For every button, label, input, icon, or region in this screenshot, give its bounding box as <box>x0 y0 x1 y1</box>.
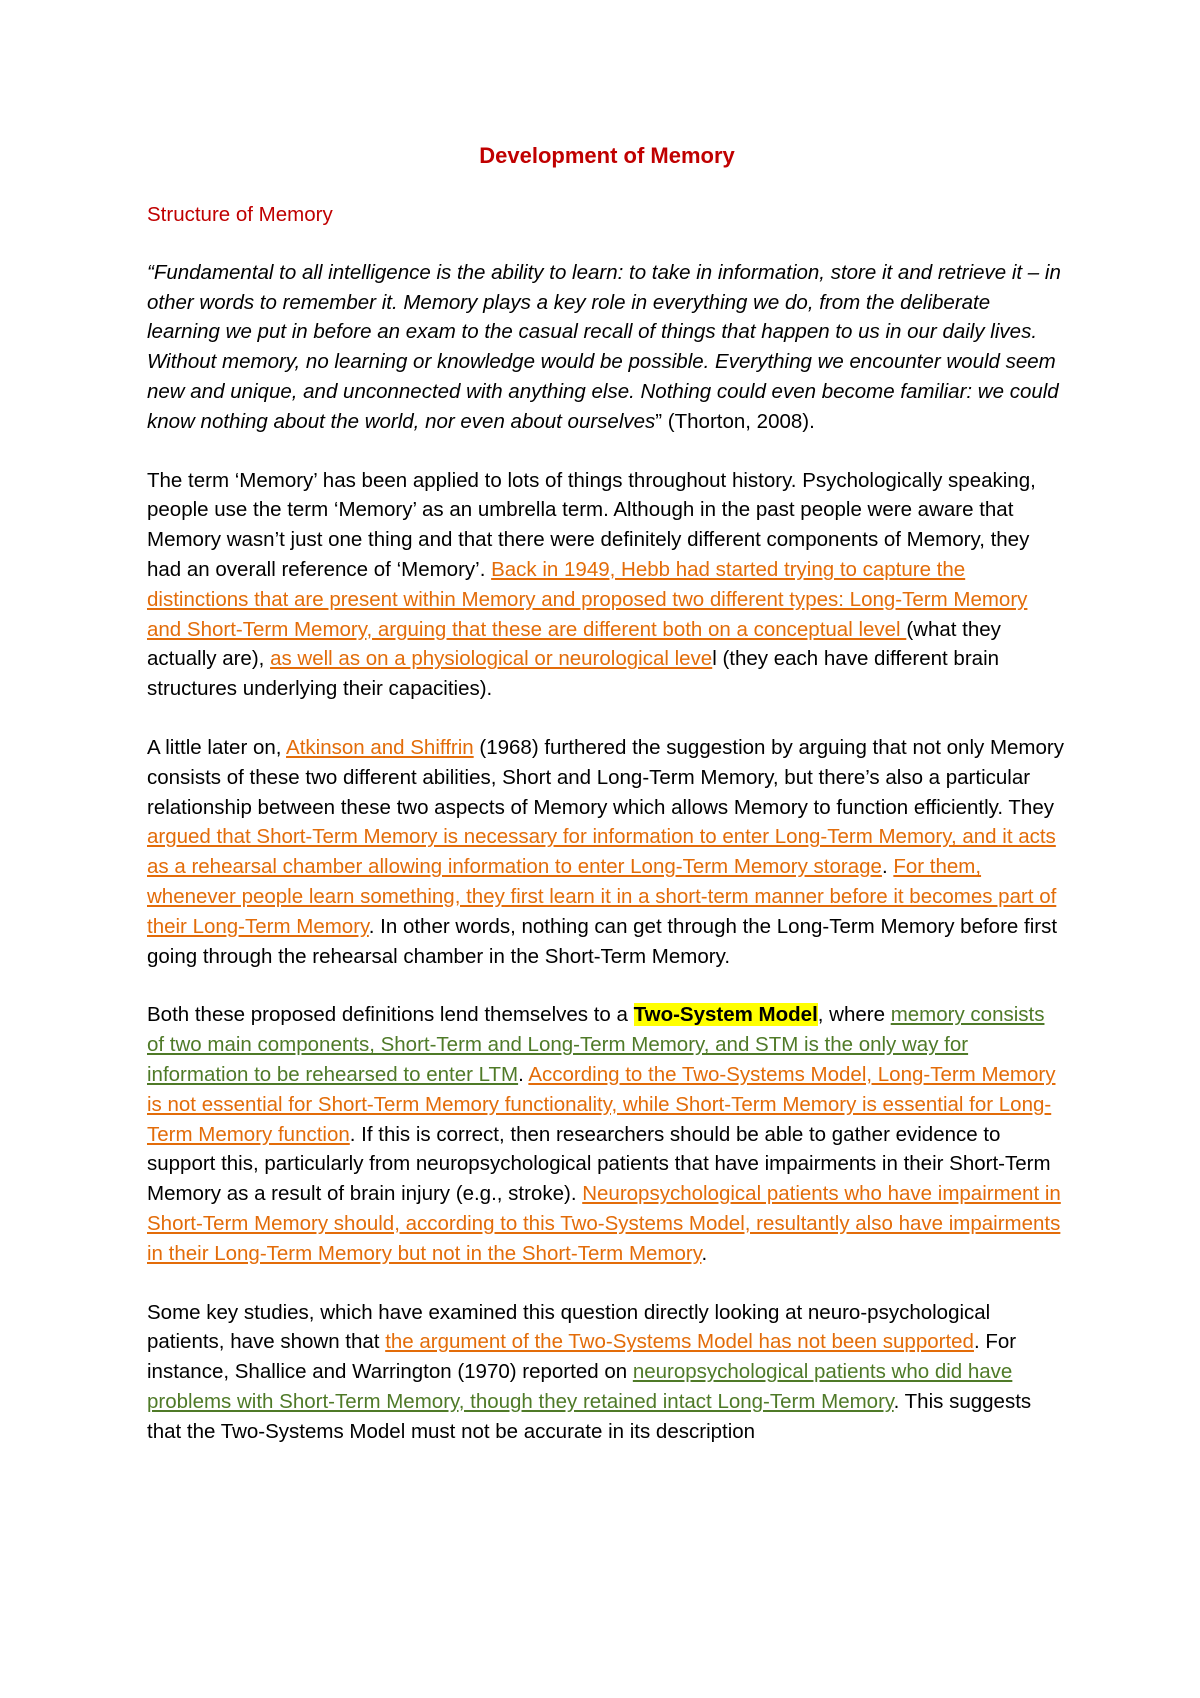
green-underline-run: neuropsychological patients who did have problems with Short-Term Memory, though they retained intact Long-Term Memory <box>147 1360 1013 1413</box>
quote-citation: ” (Thorton, 2008). <box>655 409 815 433</box>
quote-open-mark: “ <box>147 260 154 284</box>
text-run: l (they each have different brain structures underlying their capacities). <box>147 647 1000 701</box>
document-page <box>147 140 1067 1475</box>
paragraph-key-studies <box>147 1298 1067 1447</box>
document-title: Development of Memory <box>479 143 735 168</box>
text-run: A little later on, <box>147 735 287 759</box>
text-run: (what they actually are), <box>147 617 1001 671</box>
orange-underline-run: as well as on a physiological or neurological leve <box>270 647 713 671</box>
text-run: (1968) furthered the suggestion by arguing that not only Memory consists of these two different abilities, Short and Long-Term Memory, but there’s also a particular relationship between these two aspects of Memory which allows Memory to function efficiently. They <box>147 735 1064 819</box>
orange-underline-run: argued that Short-Term Memory is necessary for information to enter Long-Term Memory, and it acts as a rehearsal chamber allowing information to enter Long-Term Memory storage <box>147 825 1056 879</box>
paragraph-atkinson-shiffrin <box>147 733 1067 971</box>
orange-underline-run: Atkinson and Shiffrin <box>286 735 474 759</box>
orange-underline-run: For them, whenever people learn something, they first learn it in a short-term manner before it becomes part of their Long-Term Memory <box>147 855 1057 938</box>
quote-text: Fundamental to all intelligence is the ability to learn: to take in information, store it and retrieve it – in other words to remember it. Memory plays a key role in everything we do, from the deliberate learning we put in before an exam to the casual recall of things that happen to us in our daily lives. Without memory, no learning or knowledge would be possible. Everything we encounter would seem new and unique, and unconnected with anything else. Nothing could even become familiar: we could know nothing about the world, nor even about ourselves <box>147 260 1061 433</box>
text-run: . <box>518 1062 529 1086</box>
text-run: . <box>881 855 894 879</box>
text-run: , where <box>817 1003 891 1027</box>
text-run: . <box>701 1241 708 1265</box>
text-run: Some key studies, which have examined this question directly looking at neuro-psychological patients, have shown that <box>147 1300 991 1354</box>
green-underline-run: memory consists of two main components, Short-Term and Long-Term Memory, and STM is the only way for information to be rehearsed to enter LTM <box>147 1003 1045 1086</box>
highlighted-term: Two-System Model <box>633 1003 818 1027</box>
paragraph-term-memory <box>147 466 1067 704</box>
text-run: . This suggests that the Two-Systems Model must not be accurate in its description <box>147 1389 1032 1443</box>
text-run: . For instance, Shallice and Warrington (1970) reported on <box>147 1330 1017 1384</box>
orange-underline-run: According to the Two-Systems Model, Long-Term Memory is not essential for Short-Term Memory functionality, while Short-Term Memory is essential for Long-Term Memory function <box>147 1062 1056 1146</box>
orange-underline-run: Neuropsychological patients who have impairment in Short-Term Memory should, according to this Two-Systems Model, resultantly also have impairments in their Long-Term Memory but not in the Short-Term Memory <box>147 1182 1061 1265</box>
orange-underline-run: Back in 1949, Hebb had started trying to capture the distinctions that are present within Memory and proposed two different types: Long-Term Memory and Short-Term Memory, arguing that these are different both on a conceptual level <box>147 557 1028 641</box>
quote-paragraph <box>147 258 1067 437</box>
section-heading: Structure of Memory <box>147 203 333 226</box>
text-run: . If this is correct, then researchers should be able to gather evidence to support this, particularly from neuropsychological patients that have impairments in their Short-Term Memory as a result of brain injury (e.g., stroke). <box>147 1122 1051 1206</box>
text-run: Both these proposed definitions lend themselves to a <box>147 1003 634 1027</box>
paragraph-two-system-model <box>147 1000 1067 1268</box>
text-run: . In other words, nothing can get through the Long-Term Memory before first going through the rehearsal chamber in the Short-Term Memory. <box>147 914 1058 968</box>
text-run: The term ‘Memory’ has been applied to lots of things throughout history. Psychologically speaking, people use the term ‘Memory’ as an umbrella term. Although in the past people were aware that Memory wasn’t just one thing and that there were definitely different components of Memory, they had an overall reference of ‘Memory’. <box>147 468 1036 581</box>
orange-underline-run: the argument of the Two-Systems Model has not been supported <box>385 1330 974 1354</box>
